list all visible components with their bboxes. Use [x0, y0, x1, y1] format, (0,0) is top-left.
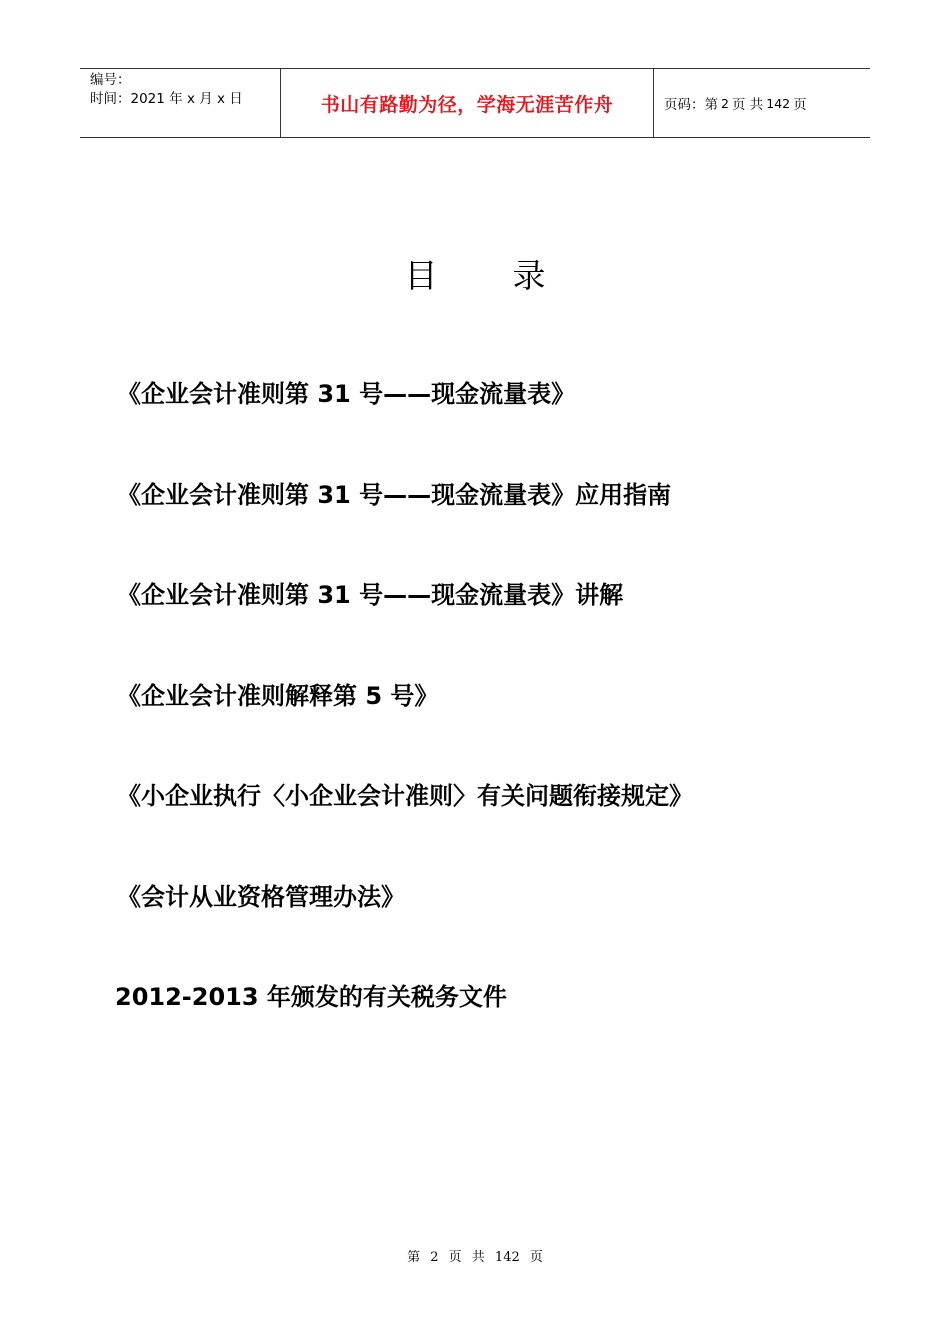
table-of-contents [117, 372, 693, 1076]
header-page-prefix: 页码：第 [664, 97, 718, 113]
page-footer: 第 2 页 共 142 页 [407, 1250, 543, 1265]
toc-item: 《企业会计准则第 31 号——现金流量表》讲解 [117, 581, 624, 609]
header-page-current: 2 [721, 95, 729, 111]
header-page-total: 142 [766, 95, 791, 111]
page-header [80, 68, 870, 138]
header-page-mid: 页 共 [731, 97, 764, 113]
header-page-suffix: 页 [793, 97, 807, 113]
header-info [80, 69, 281, 137]
toc-item: 2012-2013 年颁发的有关税务文件 [115, 983, 507, 1011]
toc-item: 《企业会计准则第 31 号——现金流量表》应用指南 [117, 480, 672, 509]
page-title: 目录 [404, 256, 621, 295]
header-time-label: 时间：2021 年 x 月 x 日 [90, 91, 243, 107]
toc-item: 《企业会计准则解释第 5 号》 [117, 681, 439, 710]
header-page-info [654, 69, 870, 137]
header-number-label: 编号： [90, 72, 131, 88]
toc-item: 《会计从业资格管理办法》 [117, 882, 405, 911]
header-motto: 书山有路勤为径，学海无涯苦作舟 [281, 69, 654, 137]
toc-item: 《企业会计准则第 31 号——现金流量表》 [117, 380, 576, 408]
toc-item: 《小企业执行〈小企业会计准则〉有关问题衔接规定》 [117, 782, 693, 810]
